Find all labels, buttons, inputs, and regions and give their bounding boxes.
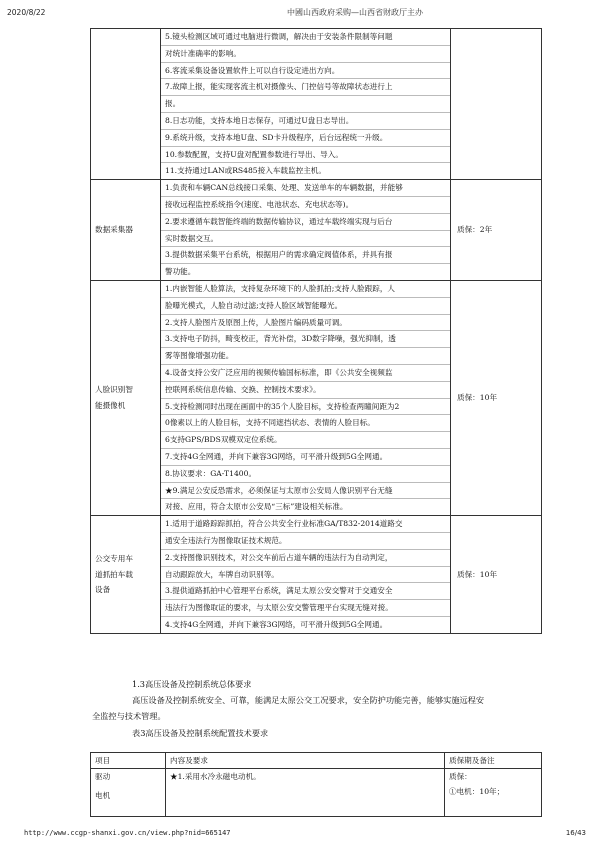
requirement-line: 脸曝光模式，人脸自动过滤;支持人脸区域智能曝光。 (161, 297, 450, 314)
warranty-cell: 质保：10年 (451, 280, 542, 515)
table-row (91, 516, 542, 634)
section-heading: 1.3高压设备及控制系统总体要求 (132, 679, 252, 689)
requirements-cell (161, 29, 451, 180)
requirement-line: 10.参数配置，支持U盘对配置参数进行导出、导入。 (161, 146, 450, 163)
print-date: 2020/8/22 (7, 8, 46, 17)
item-name: 能摄像机 (95, 401, 126, 411)
requirement-line: 警功能。 (161, 263, 450, 280)
table-row (91, 280, 542, 515)
requirement-line: 报。 (161, 95, 450, 112)
requirement-line: 6支持GPS/BDS双模双定位系统。 (161, 431, 450, 448)
item-name-cell (91, 280, 161, 515)
requirement-line: 4.设备支持公安广泛应用的视频传输国标标准，即《公共安全视频监 (161, 364, 450, 381)
requirement-line: 3.提供数据采集平台系统，根据用户的需求确定阀值体系，并具有报 (161, 246, 450, 263)
remark-cell (445, 769, 542, 817)
requirement-line: 控联网系统信息传输、交换、控制技术要求》。 (161, 381, 450, 398)
requirement-line: 1.适用于道路踪踪抓拍，符合公共安全行业标准GA/T832-2014道路交 (165, 519, 403, 529)
requirements-cell (161, 516, 451, 634)
requirement-line: 5.镜头检测区域可通过电脑进行微调，解决由于安装条件限制等问题 (165, 32, 393, 41)
section-paragraph-line: 全监控与技术管理。 (92, 711, 166, 721)
item-name: 道抓拍车载 (95, 569, 133, 579)
requirement-line: 11.支持通过LAN或RS485接入车载监控主机。 (161, 162, 450, 179)
requirement-line: 雾等图像增强功能。 (161, 347, 450, 364)
page-number: 16/43 (565, 829, 586, 837)
document-header-title: 中國山西政府采购—山西省财政厅主办 (287, 8, 423, 17)
requirement-line: 4.支持4G全网通，并向下兼容3G网络，可平滑升级到5G全网通。 (161, 616, 450, 633)
page-url: http://www.ccgp-shanxi.gov.cn/view.php?nid=665147 (24, 829, 231, 837)
requirement-line: 实时数据交互。 (161, 230, 450, 247)
requirement-line: 通安全违法行为图像取证技术规范。 (161, 532, 450, 549)
requirement-line: ★9.满足公安反恐需求，必须保证与太原市公安局人像识别平台无缝 (161, 482, 450, 499)
requirement-line: 对接、应用，符合太原市公安局“三标”建设相关标准。 (161, 498, 450, 515)
requirement-line: 2.要求遵循车载智能终端的数据传输协议，通过车载终端实现与后台 (161, 213, 450, 230)
equipment-spec-table (90, 28, 542, 634)
requirement-line: 1.负责和车辆CAN总线接口采集、处理、发送单车的车辆数据，并能够 (165, 183, 403, 193)
requirement-line: 3.支持电子防抖，畸变校正，背光补偿，3D数字降噪，强光抑制，透 (161, 330, 450, 347)
requirement-line: 8.协议要求：GA-T1400。 (161, 465, 450, 482)
item-name: 人脸识别智 (95, 385, 133, 395)
requirement-line: 0像素以上的人脸目标，支持不同遮挡状态、表情的人脸目标。 (161, 414, 450, 431)
table-row (91, 29, 542, 180)
warranty-cell: 质保：10年 (451, 516, 542, 634)
column-header: 质保期及备注 (445, 753, 542, 769)
item-name: 公交专用车 (95, 553, 133, 563)
requirement-line: 接收远程监控系统指令(速度、电池状态、充电状态等)。 (161, 196, 450, 213)
requirement-line: 6.客流采集设备设置软件上可以自行设定进出方向。 (161, 62, 450, 79)
item-name-cell (91, 29, 161, 180)
requirements-cell (161, 280, 451, 515)
section-paragraph-line: 高压设备及控制系统安全、可靠，能满足太原公交工况要求，安全防护功能完善，能够实施远程安 (132, 695, 485, 705)
requirement-line: 8.日志功能，支持本地日志保存，可通过U盘日志导出。 (161, 112, 450, 129)
warranty-cell (451, 29, 542, 180)
requirement-line: 9.系统升级，支持本地U盘、SD卡升级程序，后台远程统一升级。 (161, 129, 450, 146)
requirement-line: 违法行为图像取证的要求，与太原公安交警管理平台实现无缝对接。 (161, 599, 450, 616)
table-row (91, 769, 542, 817)
item-name-cell (91, 180, 161, 281)
requirement-line: 自动跟踪放大，车牌自动识别等。 (161, 566, 450, 583)
requirement-line: 7.支持4G全网通，并向下兼容3G网络，可平滑升级到5G全网通。 (161, 448, 450, 465)
column-header: 内容及要求 (166, 753, 445, 769)
high-voltage-config-table (90, 752, 542, 817)
remark-line: 质保： (449, 772, 472, 781)
item-name: 数据采集器 (95, 225, 133, 235)
warranty-cell: 质保：2年 (451, 180, 542, 281)
item-cell (91, 769, 166, 817)
item-name: 电机 (95, 791, 111, 800)
requirement-line: 5.支持检测同时出现在画面中的35个人脸目标，支持检查两瞳间距为2 (161, 398, 450, 415)
remark-line: ①电机：10年； (449, 787, 505, 796)
content-cell: ★1.采用水冷永磁电动机。 (166, 769, 445, 817)
item-name: 驱动 (95, 772, 111, 781)
column-header: 项目 (91, 753, 166, 769)
requirement-line: 3.提供道路抓拍中心管理平台系统，满足太原公安交警对于交通安全 (161, 582, 450, 599)
item-name: 设备 (95, 585, 111, 595)
requirement-line: 对统计准确率的影响。 (161, 45, 450, 62)
requirements-cell (161, 180, 451, 281)
table-row (91, 180, 542, 281)
table-header-row (91, 753, 542, 769)
item-name-cell (91, 516, 161, 634)
requirement-line: 2.支持图像识别技术，对公交车前后占道车辆的违法行为自动判定， (161, 549, 450, 566)
requirement-line: 7.故障上报，能实现客流主机对摄像头、门控信号等故障状态进行上 (161, 78, 450, 95)
table-caption: 表3高压设备及控制系统配置技术要求 (132, 728, 269, 738)
requirement-line: 2.支持人脸图片及原图上传，人脸图片编码质量可调。 (161, 314, 450, 331)
requirement-line: 1.内嵌智能人脸算法，支持复杂环境下的人脸抓拍;支持人脸跟踪，人 (165, 283, 396, 293)
